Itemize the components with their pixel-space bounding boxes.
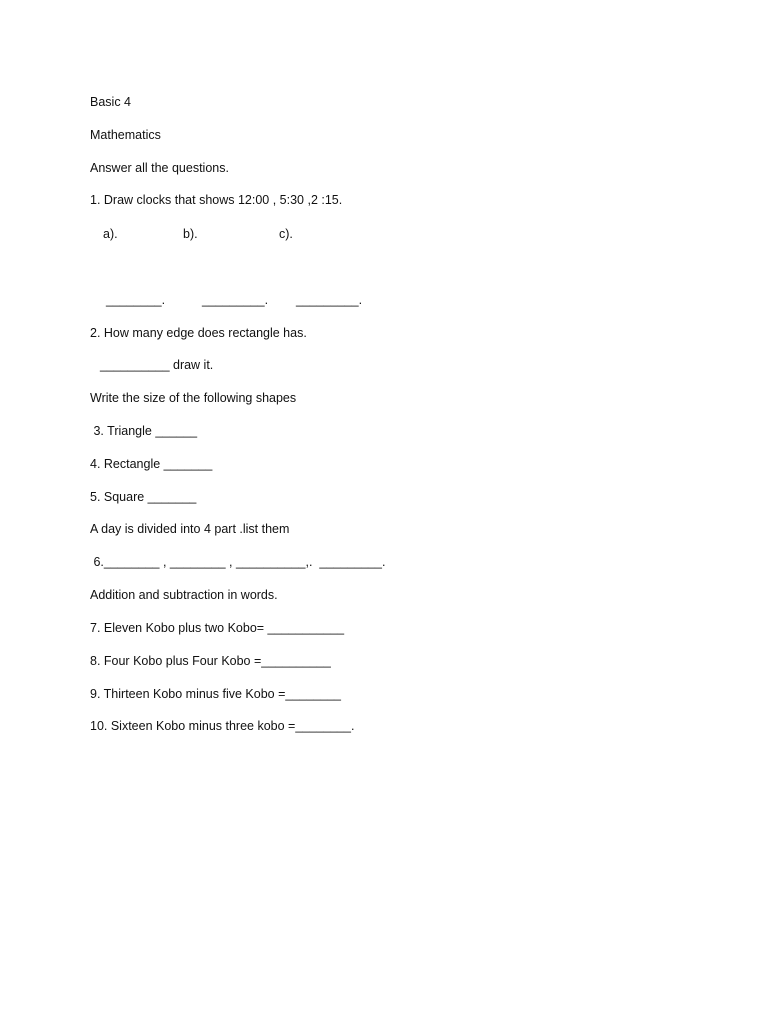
question-1-blank-b: _________. (202, 293, 269, 307)
question-8: 8. Four Kobo plus Four Kobo =__________ (90, 654, 331, 668)
question-7: 7. Eleven Kobo plus two Kobo= ___________ (90, 621, 345, 635)
shapes-heading: Write the size of the following shapes (90, 391, 297, 405)
instruction-text: Answer all the questions. (90, 161, 229, 175)
question-9: 9. Thirteen Kobo minus five Kobo =________ (90, 687, 341, 701)
question-6: 6.________ , ________ , __________,. _________. (90, 555, 386, 569)
question-1-part-c: c). (279, 227, 293, 241)
class-label: Basic 4 (90, 95, 131, 109)
subject-label: Mathematics (90, 128, 161, 142)
words-heading: Addition and subtraction in words. (90, 588, 278, 602)
question-2-answer-line: __________ draw it. (100, 358, 214, 372)
question-4: 4. Rectangle _______ (90, 457, 213, 471)
question-1-blank-c: _________. (296, 293, 363, 307)
question-1-part-a: a). (103, 227, 118, 241)
question-1-blank-a: ________. (106, 293, 166, 307)
question-1: 1. Draw clocks that shows 12:00 , 5:30 ,2 :15. (90, 193, 343, 207)
question-5: 5. Square _______ (90, 490, 197, 504)
question-3: 3. Triangle ______ (90, 424, 198, 438)
question-1-part-b: b). (183, 227, 198, 241)
question-10: 10. Sixteen Kobo minus three kobo =________. (90, 719, 355, 733)
day-heading: A day is divided into 4 part .list them (90, 522, 290, 536)
question-2: 2. How many edge does rectangle has. (90, 326, 307, 340)
